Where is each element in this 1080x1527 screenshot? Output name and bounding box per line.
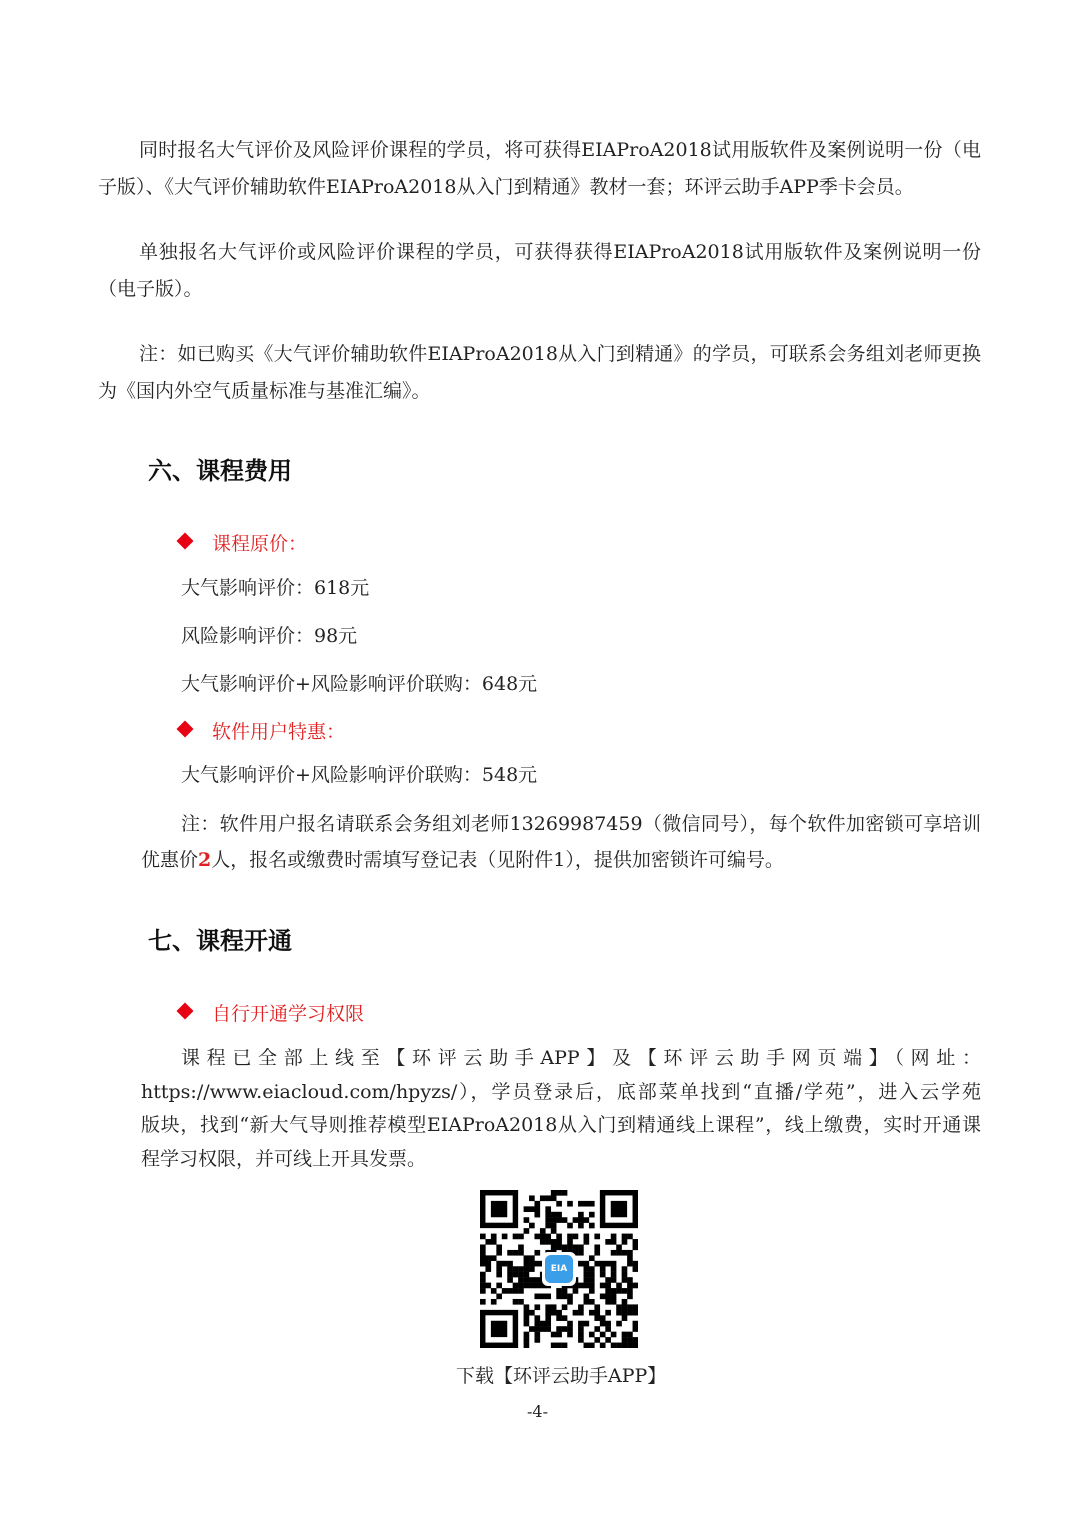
- diamond-bullet-icon: [177, 1003, 194, 1020]
- page-number: -4-: [527, 1402, 548, 1421]
- note-suffix: 人，报名或缴费时需填写登记表（见附件1），提供加密锁许可编号。: [211, 849, 784, 871]
- price-risk: 风险影响评价：98元: [181, 625, 358, 647]
- para1-line2: 子版）、《大气评价辅助软件EIAProA2018从入门到精通》教材一套；环评云助手APP季卡会员。: [98, 176, 914, 198]
- self-activation-label: 自行开通学习权限: [212, 1003, 365, 1025]
- para3-line2: 为《国内外空气质量标准与基准汇编》。: [98, 380, 431, 402]
- section7-line2: https://www.eiacloud.com/hpyzs/），学员登录后，底部菜单找到“直播/学苑”，进入云学苑: [141, 1081, 981, 1103]
- section7-title: 七、课程开通: [148, 927, 292, 955]
- section7-line4: 程学习权限，并可线上开具发票。: [141, 1148, 427, 1170]
- price-combined: 大气影响评价+风险影响评价联购：648元: [181, 673, 538, 695]
- section6-title: 六、课程费用: [148, 457, 292, 485]
- section7-line1: 课程已全部上线至【环评云助手APP】及【环评云助手网页端】（网址：: [181, 1047, 981, 1069]
- logo-badge: EIA: [545, 1255, 573, 1283]
- qr-code[interactable]: [480, 1190, 638, 1348]
- diamond-bullet-icon: [177, 533, 194, 550]
- qr-caption: 下载【环评云助手APP】: [456, 1365, 667, 1387]
- note-count: 2: [198, 849, 212, 871]
- section7-line3: 版块，找到“新大气导则推荐模型EIAProA2018从入门到精通线上课程”，线上缴费，实时开通课: [141, 1114, 981, 1136]
- para2-line1: 单独报名大气评价或风险评价课程的学员，可获得获得EIAProA2018试用版软件及案例说明一份: [139, 241, 981, 263]
- original-price-label: 课程原价：: [212, 533, 308, 555]
- app-logo-icon: [542, 1252, 576, 1286]
- para1-line1: 同时报名大气评价及风险评价课程的学员，将可获得EIAProA2018试用版软件及案例说明一份（电: [139, 139, 981, 161]
- note-prefix: 优惠价: [141, 849, 199, 871]
- diamond-bullet-icon: [177, 721, 194, 738]
- special-price-combined: 大气影响评价+风险影响评价联购：548元: [181, 764, 538, 786]
- para2-line2: （电子版）。: [98, 278, 203, 300]
- para3-line1: 注：如已购买《大气评价辅助软件EIAProA2018从入门到精通》的学员，可联系会务组刘老师更换: [139, 343, 981, 365]
- section6-note-line2: [141, 842, 784, 879]
- price-atmosphere: 大气影响评价：618元: [181, 577, 370, 599]
- section6-note-line1: 注：软件用户报名请联系会务组刘老师13269987459（微信同号），每个软件加密锁可享培训: [181, 813, 981, 835]
- special-offer-label: 软件用户特惠：: [212, 721, 346, 743]
